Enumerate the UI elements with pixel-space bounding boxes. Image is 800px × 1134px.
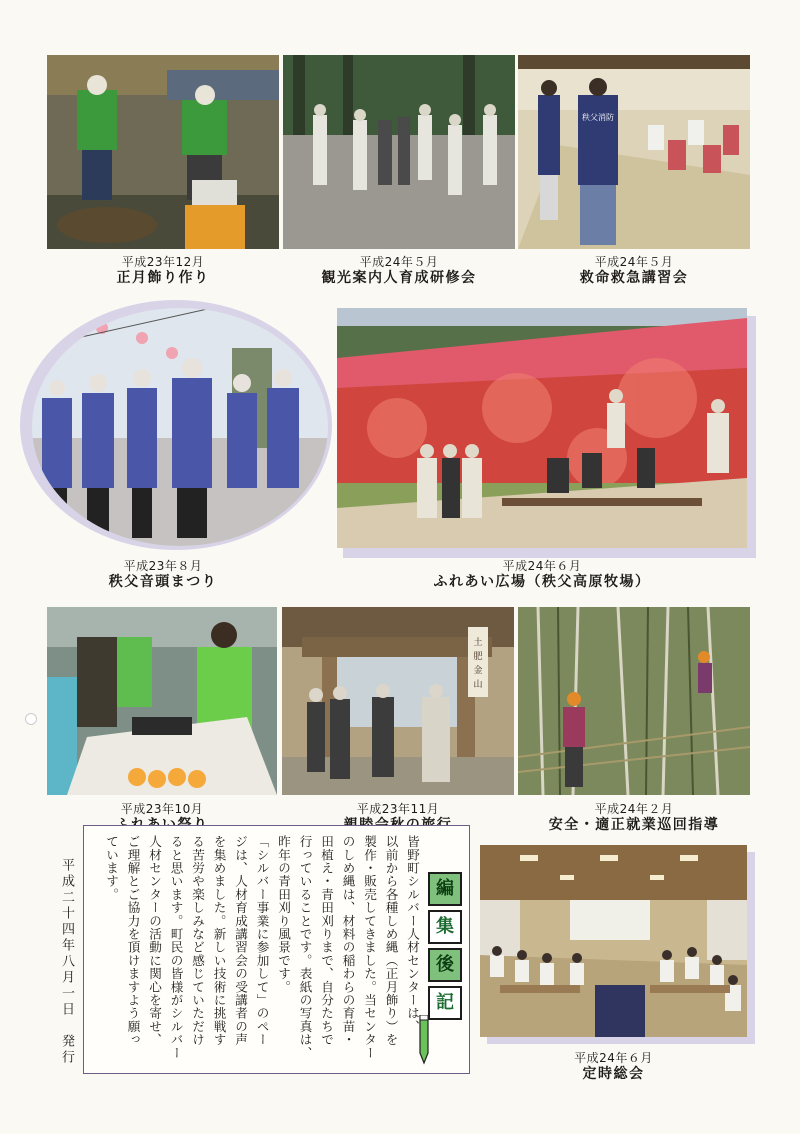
caption-date: 平成23年12月 (121, 255, 205, 269)
caption-date: 平成24年６月 (502, 559, 582, 573)
caption-date: 平成24年６月 (574, 1051, 653, 1065)
photo-guide-training (283, 55, 515, 249)
caption-title: 秩父音頭まつり (108, 573, 218, 590)
caption-title: 安全・適正就業巡回指導 (548, 816, 720, 833)
caption-date: 平成23年８月 (123, 559, 203, 573)
svg-text:秩父消防: 秩父消防 (582, 113, 614, 122)
photo-autumn-trip (282, 607, 514, 795)
pencil-icon (414, 1015, 434, 1065)
caption-p1 (47, 256, 279, 286)
editorial-heading-char: 記 (428, 986, 462, 1020)
photo-first-aid-class (518, 55, 750, 249)
photo-fureai-square (337, 308, 747, 548)
editorial-heading-char: 集 (428, 910, 462, 944)
photo-new-year-decoration (47, 55, 279, 249)
svg-text:金: 金 (473, 666, 483, 676)
caption-date: 平成24年５月 (359, 255, 439, 269)
caption-p9 (480, 1052, 747, 1082)
punch-hole-bottom (25, 713, 37, 725)
photo-fureai-festival (47, 607, 277, 795)
caption-p4 (47, 560, 279, 590)
caption-title: ふれあい広場（秩父高原牧場） (433, 573, 651, 590)
caption-date: 平成23年10月 (120, 802, 204, 816)
caption-date: 平成23年11月 (356, 802, 440, 816)
caption-p5 (337, 560, 747, 590)
caption-date: 平成24年２月 (594, 802, 674, 816)
caption-date: 平成24年５月 (594, 255, 674, 269)
caption-p8 (518, 803, 750, 833)
caption-p3 (518, 256, 750, 286)
publication-date: 平成二十四年八月一日 発行 (59, 858, 74, 1066)
caption-title: 救命救急講習会 (579, 269, 689, 286)
svg-text:山: 山 (473, 680, 483, 690)
editorial-heading-char: 編 (428, 872, 462, 906)
caption-p2 (283, 256, 515, 286)
editorial-body: 皆野町シルバー人材センターは、 以前から各種しめ縄（正月飾り）を 製作・販売してきました。当センター のしめ縄は、材料の稲わらの育苗・ 田植え・青田刈りまで、自分たちで 行っていることです。表紙の写真は、 昨年の青田刈り風景です。 「シルバー事業に参加して」のペー ジは、人材育成講習会の受講者の声 を集めました。新しい技術に挑戦す る苦労や楽しみなど感じていただけ ると思います。町民の皆様がシルバー 人材センターの活動に関心を寄せ、 ご理解とご協力を頂けますよう願っ ています。 (104, 835, 420, 1060)
caption-title: 正月飾り作り (116, 269, 210, 286)
photo-general-meeting (480, 845, 747, 1037)
photo-safety-patrol (518, 607, 750, 795)
editorial-heading-char: 後 (428, 948, 462, 982)
svg-text:肥: 肥 (473, 652, 483, 662)
svg-text:土: 土 (473, 638, 483, 648)
caption-title: 観光案内人育成研修会 (321, 269, 477, 286)
caption-title: 定時総会 (582, 1065, 645, 1082)
photo-ondo-festival (32, 308, 328, 546)
editorial-heading (428, 872, 462, 1024)
